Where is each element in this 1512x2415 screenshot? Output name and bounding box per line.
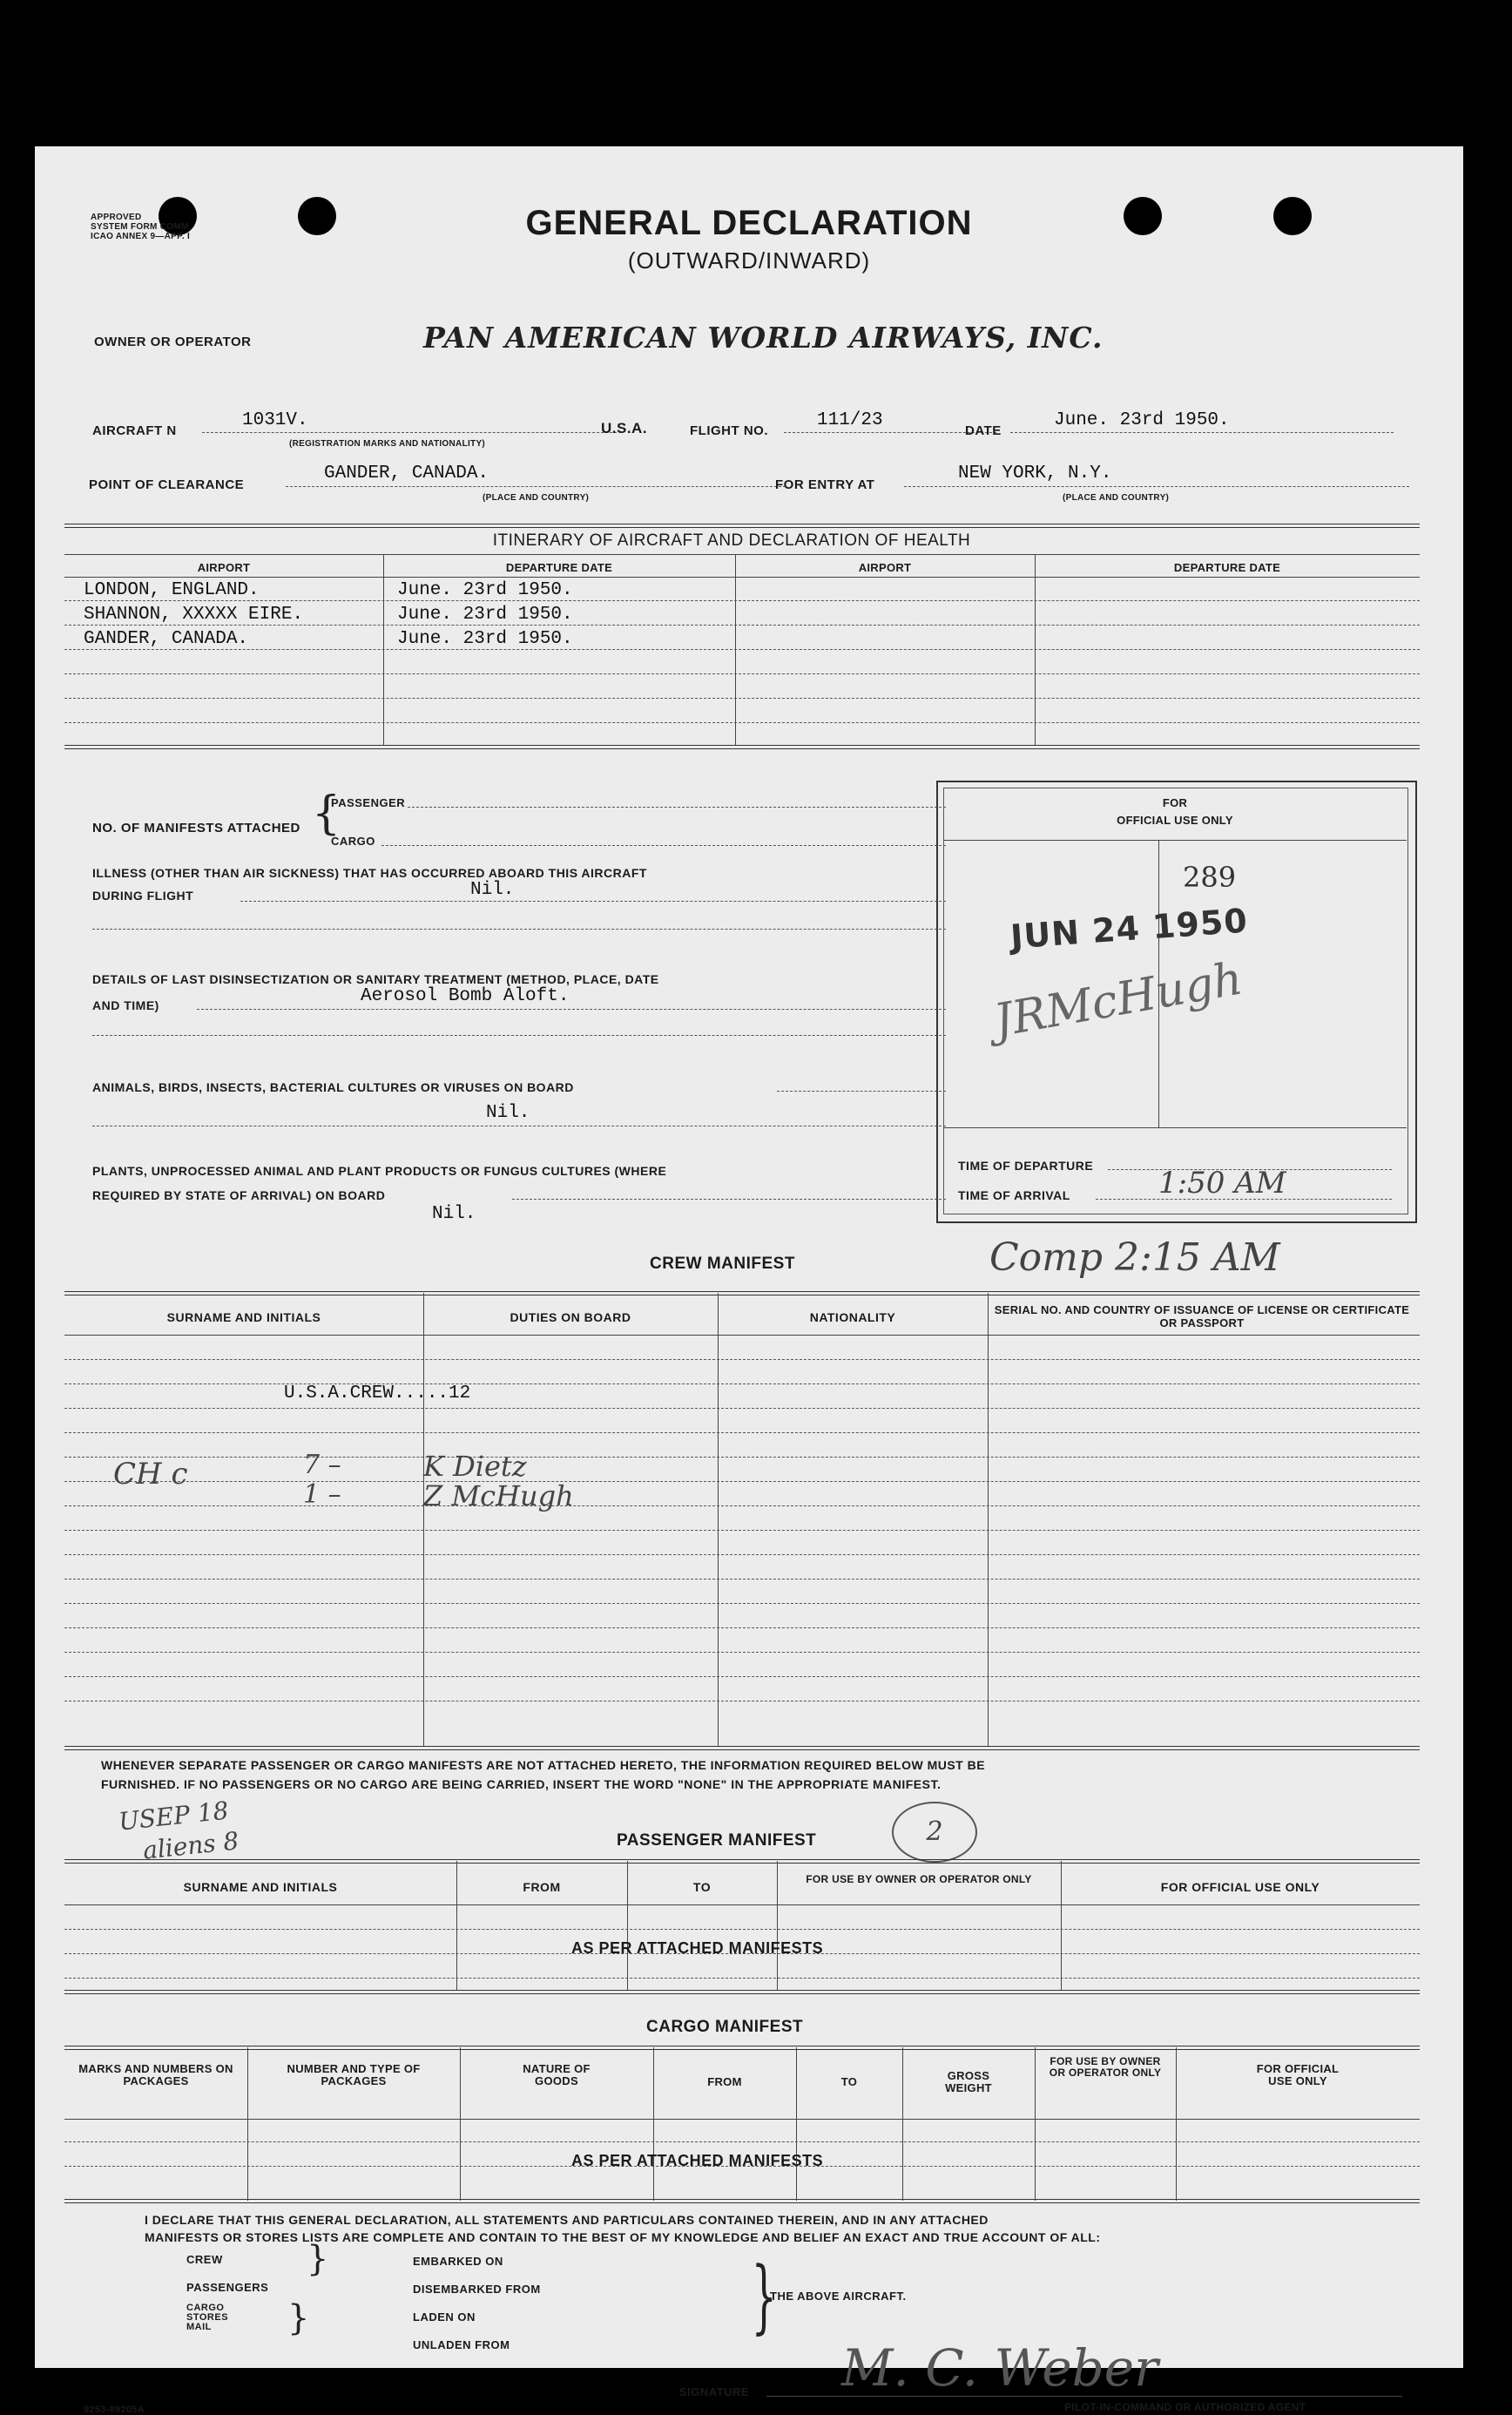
approval-note: APPROVED SYSTEM FORM COMM. ICAO ANNEX 9—APP. I	[91, 213, 192, 241]
passenger-header: FOR USE BY OWNER OR OPERATOR ONLY	[806, 1873, 1032, 1885]
clearance-value: GANDER, CANADA.	[324, 463, 489, 484]
plants-value: Nil.	[432, 1204, 476, 1224]
plants-label: PLANTS, UNPROCESSED ANIMAL AND PLANT PRODUCTS OR FUNGUS CULTURES (WHERE	[92, 1164, 667, 1178]
passenger-count-circle: 2	[892, 1802, 977, 1863]
cargo-header: FROM	[707, 2075, 742, 2088]
clearance-sub: (PLACE AND COUNTRY)	[483, 493, 590, 503]
manifest-notice: FURNISHED. IF NO PASSENGERS OR NO CARGO ARE BEING CARRIED, INSERT THE WORD "NONE" IN THE APPROPRIATE MANIFEST.	[101, 1777, 942, 1791]
declaration-text: I DECLARE THAT THIS GENERAL DECLARATION, ALL STATEMENTS AND PARTICULARS CONTAINED THEREIN, AND IN ANY ATTACHED	[145, 2213, 989, 2227]
manifest-cargo-label: CARGO	[331, 835, 375, 848]
illness-label: ILLNESS (OTHER THAN AIR SICKNESS) THAT HAS OCCURRED ABOARD THIS AIRCRAFT	[92, 866, 647, 880]
clearance-label: POINT OF CLEARANCE	[89, 477, 245, 492]
itinerary-title: ITINERARY OF AIRCRAFT AND DECLARATION OF HEALTH	[492, 531, 971, 550]
official-title: FOR	[1162, 796, 1188, 809]
entry-value: NEW YORK, N.Y.	[958, 463, 1112, 484]
completion-note: Comp 2:15 AM	[989, 1235, 1280, 1280]
form-number: 9253-89205A	[84, 2405, 145, 2415]
itinerary-header: AIRPORT	[858, 561, 912, 574]
disinsect-value: Aerosol Bomb Aloft.	[361, 986, 570, 1006]
passenger-title: PASSENGER MANIFEST	[617, 1831, 817, 1850]
passenger-header: SURNAME AND INITIALS	[183, 1880, 338, 1894]
passenger-header: FROM	[523, 1880, 561, 1894]
aircraft-label: AIRCRAFT N	[92, 423, 177, 438]
owner-value: PAN AMERICAN WORLD AIRWAYS, INC.	[423, 321, 1104, 355]
declaration-aircraft: THE ABOVE AIRCRAFT.	[770, 2290, 907, 2303]
entry-label: FOR ENTRY AT	[775, 477, 875, 492]
declaration-movement: EMBARKED ON	[413, 2255, 503, 2268]
date-value: June. 23rd 1950.	[1054, 410, 1230, 430]
cargo-header: NATURE OF GOODS	[523, 2062, 591, 2087]
cargo-header: FOR OFFICIAL USE ONLY	[1256, 2062, 1340, 2087]
crew-handwriting: Z McHugh	[423, 1479, 574, 1512]
disinsect-label: DETAILS OF LAST DISINSECTIZATION OR SANITARY TREATMENT (METHOD, PLACE, DATE	[92, 972, 659, 986]
itinerary-date: June. 23rd 1950.	[397, 629, 573, 649]
plants-label: REQUIRED BY STATE OF ARRIVAL) ON BOARD	[92, 1188, 386, 1202]
disinsect-label: AND TIME)	[92, 998, 159, 1012]
crew-header: SERIAL NO. AND COUNTRY OF ISSUANCE OF LICENSE OR CERTIFICATE OR PASSPORT	[994, 1303, 1410, 1329]
cargo-header: NUMBER AND TYPE OF PACKAGES	[287, 2062, 421, 2087]
illness-label: DURING FLIGHT	[92, 889, 194, 903]
itinerary-header: DEPARTURE DATE	[505, 561, 613, 574]
declaration-option: PASSENGERS	[186, 2281, 269, 2294]
flight-label: FLIGHT NO.	[690, 423, 768, 438]
cargo-header: FOR USE BY OWNER OR OPERATOR ONLY	[1049, 2055, 1162, 2079]
crew-header: NATIONALITY	[809, 1310, 896, 1324]
aircraft-sub: (REGISTRATION MARKS AND NATIONALITY)	[289, 439, 486, 449]
itinerary-header: AIRPORT	[197, 561, 251, 574]
animals-value: Nil.	[486, 1103, 530, 1123]
illness-value: Nil.	[470, 880, 515, 900]
official-title: OFFICIAL USE ONLY	[1117, 814, 1233, 827]
declaration-movement: LADEN ON	[413, 2310, 476, 2324]
declaration-option: CREW	[186, 2253, 223, 2266]
page-subtitle: (OUTWARD/INWARD)	[627, 247, 871, 274]
punch-hole	[298, 197, 336, 235]
date-stamp: JUN 24 1950	[1009, 901, 1250, 957]
departure-time-label: TIME OF DEPARTURE	[958, 1159, 1094, 1173]
itinerary-airport: GANDER, CANADA.	[84, 629, 249, 649]
arrival-time-value: 1:50 AM	[1158, 1166, 1286, 1201]
passenger-header: FOR OFFICIAL USE ONLY	[1160, 1880, 1320, 1894]
manifest-notice: WHENEVER SEPARATE PASSENGER OR CARGO MANIFESTS ARE NOT ATTACHED HERETO, THE INFORMATION REQUIRED BELOW MUST BE	[101, 1758, 986, 1772]
passenger-header: TO	[692, 1880, 712, 1894]
flight-value: 111/23	[817, 410, 883, 430]
date-label: DATE	[965, 423, 1002, 438]
official-initials: JRMcHugh	[989, 952, 1247, 1048]
cargo-header: TO	[840, 2075, 858, 2088]
crew-title: CREW MANIFEST	[650, 1255, 795, 1273]
cargo-header: GROSS WEIGHT	[945, 2069, 992, 2094]
itinerary-date: June. 23rd 1950.	[397, 580, 573, 600]
manifest-passenger-label: PASSENGER	[331, 796, 406, 809]
crew-entry: U.S.A.CREW.....12	[284, 1383, 471, 1404]
crew-handwriting: CH c	[113, 1457, 188, 1492]
cargo-header: MARKS AND NUMBERS ON PACKAGES	[78, 2062, 233, 2087]
signature-label: SIGNATURE	[679, 2385, 750, 2398]
crew-handwriting: K Dietz	[423, 1450, 527, 1483]
itinerary-date: June. 23rd 1950.	[397, 605, 573, 625]
crew-handwriting: 7 –	[303, 1450, 341, 1480]
crew-handwriting: 1 –	[303, 1479, 341, 1510]
passenger-handwriting: USEP 18	[117, 1796, 230, 1837]
punch-hole	[1273, 197, 1312, 235]
signature-sub: PILOT-IN-COMMAND OR AUTHORIZED AGENT	[1064, 2401, 1306, 2413]
country-label: U.S.A.	[601, 420, 648, 436]
declaration-movement: DISEMBARKED FROM	[413, 2283, 541, 2296]
itinerary-header: DEPARTURE DATE	[1173, 561, 1281, 574]
declaration-form: APPROVED SYSTEM FORM COMM. ICAO ANNEX 9—APP. I GENERAL DECLARATION (OUTWARD/INWARD) OWNER OR OPERATOR PAN AMERICAN WORLD AIRWAYS, INC. AIRCRAFT N 1031V. (REGISTRATION MARKS AND NATIONALITY) U.S.A. FLIGHT NO. 111/23 DATE June. 23rd 1950. POINT OF CLEARANCE GANDER, CANADA. (PLACE AND COUNTRY) FOR ENTRY AT NEW YORK, N.Y. (PLACE AND COUNTRY) ITINERARY OF AIRCRAFT AND DECLARATION OF HEALTH AIRPORT DEPARTURE DATE AIRPORT DEPARTURE DATE LONDON, ENGLAND. June. 23rd 1950. SHANNON, XXXXX EIRE. June. 23rd 1950. GANDER, CANADA. June. 23rd 1950. PASSENGER NO. OF MANIFESTS ATTACHED { CARGO ILLNESS (OTHER THAN AIR SICKNESS) THAT HAS OCCURRED ABOARD THIS AIRCRAFT DURING FLIGHT Nil. DETAILS OF LAST DISINSECTIZATION OR SANITARY TREATMENT (METHOD, PLACE, DATE AND TIME) Aerosol Bomb Aloft. ANIMALS, BIRDS, INSECTS, BACTERIAL CULTURES OR VIRUSES ON BOARD Nil. PLANTS, UNPROCESSED ANIMAL AND PLANT PRODUCTS OR FUNGUS CULTURES (WHERE REQUIRED BY STATE OF ARRIVAL) ON BOARD Nil. FOR OFFICIAL USE ONLY 289 JUN 24 1950 JRMcHugh TIME OF DEPARTURE TIME OF ARRIVAL 1:50 AM CREW MANIFEST Comp 2:15 AM SURNAME AND INITIALS DUTIES ON BOARD NATIONALITY SERIAL NO. AND COUNTRY OF ISSUANCE OF LICENSE OR CERTIFICATE OR PASSPORT U.S.A.CREW.....12 CH c 7 – 1 – K Dietz Z McHugh WHENEVER SEPARATE PASSENGER OR CARGO MANIFESTS ARE NOT ATTACHED HERETO, THE INFORMATION REQUIRED BELOW MUST BE FURNISHED. IF NO PASSENGERS OR NO CARGO ARE BEING CARRIED, INSERT THE WORD "NONE" IN THE APPROPRIATE MANIFEST. USEP 18 aliens 8 PASSENGER MANIFEST 2 SURNAME AND INITIALS FROM TO FOR USE BY OWNER OR OPERATOR ONLY FOR OFFICIAL USE ONLY AS PER ATTACHED MANIFESTS CARGO MANIFEST MARKS AND NUMBERS ON PACKAGES NUMBER AND TYPE OF PACKAGES NATURE OF GOODS FROM TO GROSS WEIGHT FOR USE BY OWNER OR OPERATOR ONLY FOR OFFICIAL USE ONLY AS PER ATTACHED MANIFESTS I DECLARE THAT THIS GENERAL DECLARATION, ALL STATEMENTS AND PARTICULARS CONTAINED THEREIN, AND IN ANY ATTACHED MANIFESTS OR STORES LISTS ARE COMPLETE AND CONTAIN TO THE BEST OF MY KNOWLEDGE AND BELIEF AN EXACT AND TRUE ACCOUNT OF ALL: CREW PASSENGERS } CARGO STORES MAIL } EMBARKED ON DISEMBARKED FROM LADEN ON UNLADEN FROM } THE ABOVE AIRCRAFT. SIGNATURE M. C. Weber PILOT-IN-COMMAND OR AUTHORIZED AGENT 9253-89205A	[35, 146, 1463, 2368]
entry-sub: (PLACE AND COUNTRY)	[1063, 493, 1170, 503]
passenger-handwriting: aliens 8	[141, 1826, 240, 1865]
signature: M. C. Weber	[841, 2338, 1158, 2398]
crew-header: DUTIES ON BOARD	[510, 1310, 631, 1324]
cargo-title: CARGO MANIFEST	[646, 2018, 804, 2036]
passenger-attached: AS PER ATTACHED MANIFESTS	[571, 1939, 824, 1957]
declaration-movement: UNLADEN FROM	[413, 2338, 510, 2351]
declaration-option: CARGO STORES MAIL	[186, 2303, 229, 2332]
punch-hole	[1124, 197, 1162, 235]
itinerary-airport: LONDON, ENGLAND.	[84, 580, 260, 600]
declaration-text: MANIFESTS OR STORES LISTS ARE COMPLETE AND CONTAIN TO THE BEST OF MY KNOWLEDGE AND BELIEF AN EXACT AND TRUE ACCOUNT OF ALL:	[145, 2230, 1101, 2244]
page-title: GENERAL DECLARATION	[525, 204, 973, 242]
owner-label: OWNER OR OPERATOR	[94, 335, 252, 349]
entry-number: 289	[1183, 861, 1237, 894]
animals-label: ANIMALS, BIRDS, INSECTS, BACTERIAL CULTURES OR VIRUSES ON BOARD	[92, 1080, 574, 1094]
arrival-time-label: TIME OF ARRIVAL	[958, 1188, 1070, 1202]
aircraft-value: 1031V.	[242, 410, 308, 430]
crew-header: SURNAME AND INITIALS	[166, 1310, 321, 1324]
itinerary-airport: SHANNON, XXXXX EIRE.	[84, 605, 304, 625]
cargo-attached: AS PER ATTACHED MANIFESTS	[571, 2152, 824, 2169]
manifests-label: NO. OF MANIFESTS ATTACHED	[92, 821, 300, 835]
